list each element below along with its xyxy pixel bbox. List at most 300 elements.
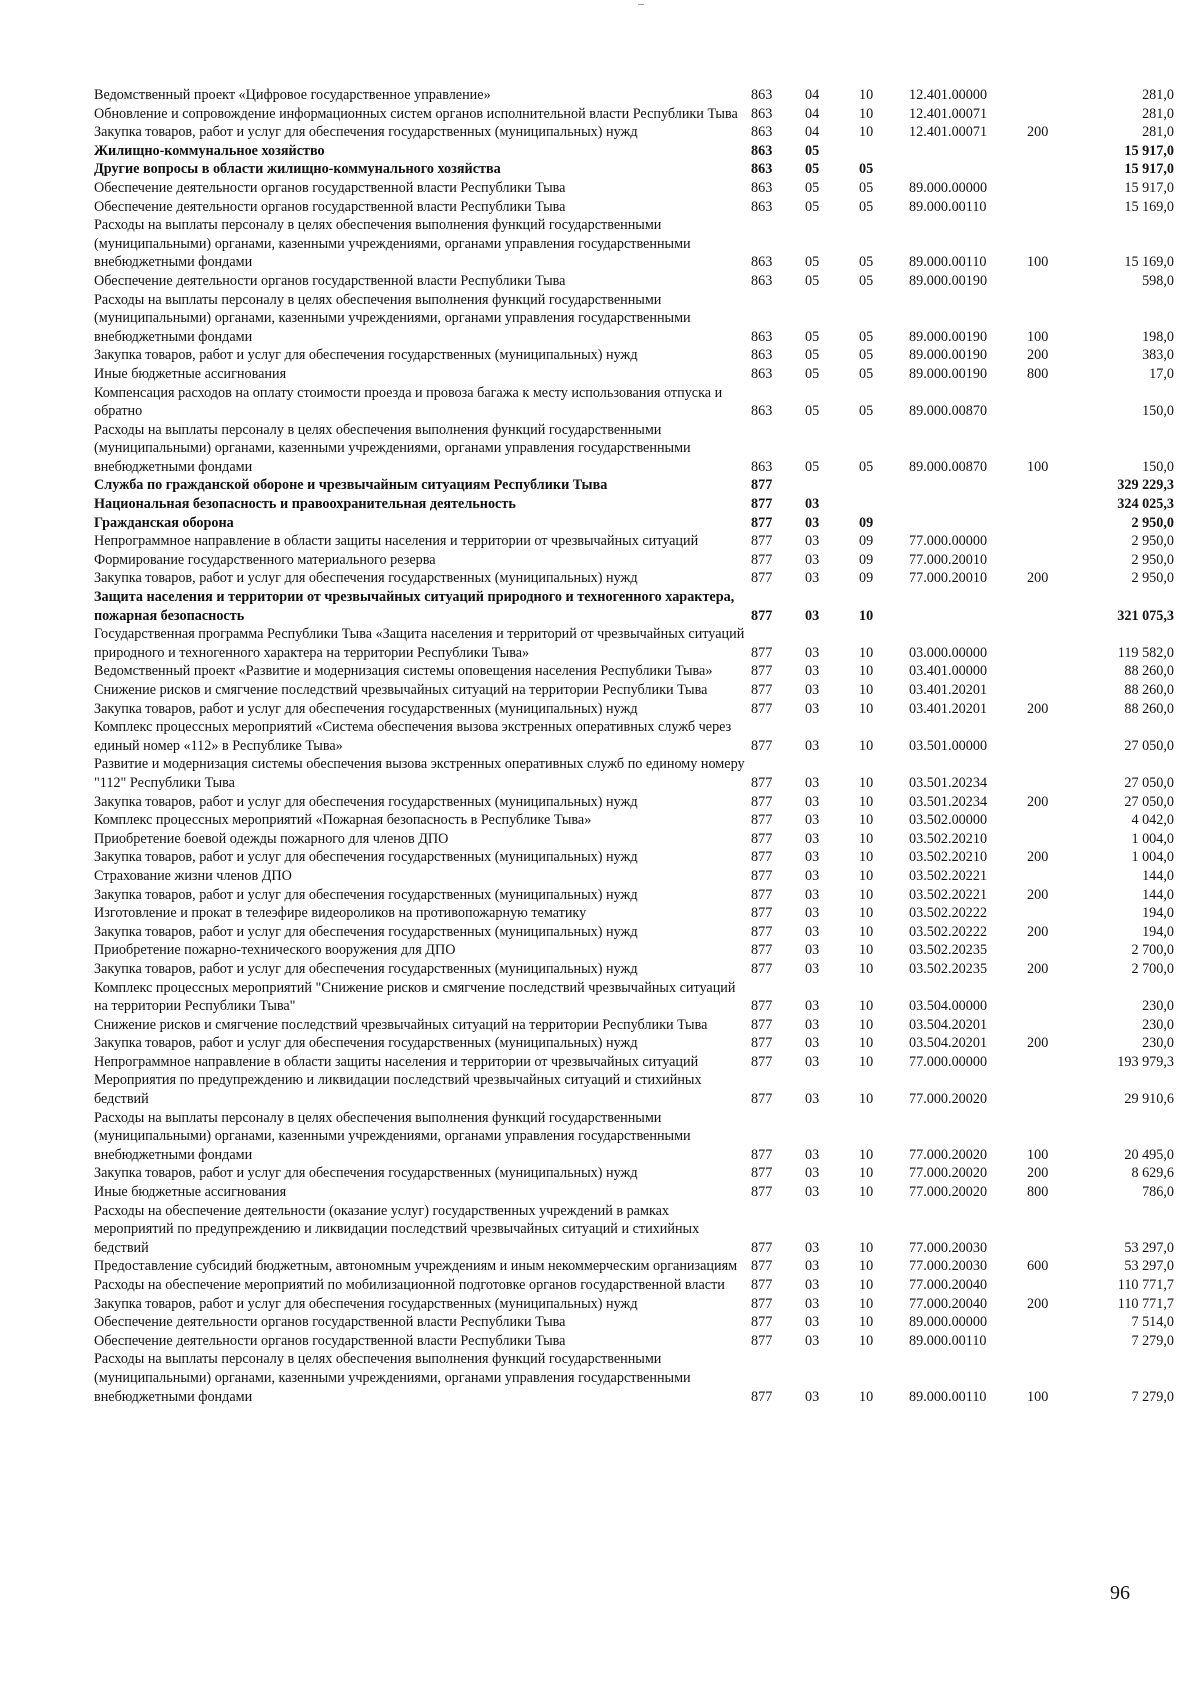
row-amount: 281,0 xyxy=(1142,105,1174,122)
row-target-article: 77.000.20020 xyxy=(909,1165,988,1182)
row-subsection-code: 10 xyxy=(859,923,874,940)
row-target-article: 03.000.00000 xyxy=(909,644,988,661)
row-grbs-code: 877 xyxy=(751,644,773,661)
row-grbs-code: 877 xyxy=(751,1053,773,1070)
row-grbs-code: 877 xyxy=(751,1295,773,1312)
row-name: Ведомственный проект «Развитие и модернизация системы оповещения населения Республики Тыва» xyxy=(94,663,713,680)
row-target-article: 89.000.00110 xyxy=(909,1388,987,1405)
row-target-article: 03.502.00000 xyxy=(909,812,988,829)
row-name: Расходы на выплаты персоналу в целях обеспечения выполнения функций государственными (муниципальными) органами, казенными учреждениями, органами управления государственными внебюджетными фондами xyxy=(94,1109,691,1163)
row-grbs-code: 877 xyxy=(751,1277,773,1293)
row-target-article: 89.000.00000 xyxy=(909,1314,988,1331)
row-subsection-code xyxy=(859,476,909,495)
row-target-article: 03.502.20235 xyxy=(909,960,988,977)
row-amount: 198,0 xyxy=(1142,328,1174,345)
row-name: Национальная безопасность и правоохранительная деятельность xyxy=(94,496,516,513)
row-amount: 598,0 xyxy=(1142,272,1174,289)
row-expense-type: 800 xyxy=(1027,1184,1049,1201)
row-section-code: 03 xyxy=(805,1091,820,1108)
row-expense-type: 200 xyxy=(1027,849,1049,866)
table-row xyxy=(94,793,1174,812)
row-target-article: 89.000.00190 xyxy=(909,272,988,289)
table-row xyxy=(94,272,1174,291)
table-row xyxy=(94,979,1174,1016)
row-expense-type xyxy=(1027,811,1081,830)
row-expense-type: 200 xyxy=(1027,347,1049,364)
row-expense-type xyxy=(1027,551,1081,570)
row-section-code: 03 xyxy=(805,793,820,810)
row-amount: 281,0 xyxy=(1142,87,1174,103)
row-subsection-code: 10 xyxy=(859,124,874,141)
table-row xyxy=(94,142,1174,161)
row-subsection-code: 05 xyxy=(859,403,874,420)
row-target-article: 03.504.00000 xyxy=(909,998,988,1015)
row-section-code: 04 xyxy=(805,124,820,141)
row-expense-type: 200 xyxy=(1027,1035,1049,1052)
row-subsection-code: 10 xyxy=(859,1314,874,1331)
row-expense-type: 800 xyxy=(1027,365,1049,382)
row-expense-type: 200 xyxy=(1027,124,1049,141)
row-name: Обеспечение деятельности органов государственной власти Республики Тыва xyxy=(94,272,566,289)
table-row xyxy=(94,960,1174,979)
scan-mark xyxy=(638,4,644,5)
row-target-article: 03.401.00000 xyxy=(909,663,988,680)
row-target-article: 12.401.00071 xyxy=(909,105,988,122)
row-subsection-code: 10 xyxy=(859,644,874,661)
row-subsection-code xyxy=(859,495,909,514)
row-subsection-code: 10 xyxy=(859,960,874,977)
row-grbs-code: 877 xyxy=(751,1314,773,1331)
row-name: Расходы на обеспечение мероприятий по мобилизационной подготовке органов государственной власти xyxy=(94,1277,725,1293)
row-target-article: 89.000.00000 xyxy=(909,179,988,196)
row-subsection-code: 05 xyxy=(859,328,874,345)
row-grbs-code: 877 xyxy=(751,570,773,587)
row-amount: 230,0 xyxy=(1142,1035,1174,1052)
table-row xyxy=(94,1164,1174,1183)
row-grbs-code: 877 xyxy=(751,942,773,959)
table-row xyxy=(94,923,1174,942)
row-subsection-code xyxy=(859,142,909,161)
budget-table-body xyxy=(94,86,1174,1406)
row-name: Обеспечение деятельности органов государственной власти Республики Тыва xyxy=(94,198,566,215)
row-grbs-code: 877 xyxy=(751,496,773,513)
row-amount: 53 297,0 xyxy=(1124,1258,1174,1275)
row-name: Комплекс процессных мероприятий «Пожарная безопасность в Республике Тыва» xyxy=(94,812,592,829)
row-expense-type xyxy=(1027,160,1081,179)
row-target-article: 77.000.20030 xyxy=(909,1239,988,1256)
row-subsection-code: 10 xyxy=(859,774,874,791)
row-section-code: 03 xyxy=(805,1258,820,1275)
row-target-article: 89.000.00870 xyxy=(909,403,988,420)
row-amount: 2 950,0 xyxy=(1131,533,1174,550)
row-expense-type xyxy=(1027,1276,1081,1295)
row-target-article: 03.504.20201 xyxy=(909,1035,988,1052)
row-target-article: 77.000.20020 xyxy=(909,1146,988,1163)
row-grbs-code: 877 xyxy=(751,1239,773,1256)
row-section-code: 03 xyxy=(805,1388,820,1405)
row-grbs-code: 877 xyxy=(751,682,773,698)
row-subsection-code: 09 xyxy=(859,533,874,550)
row-target-article: 03.502.20210 xyxy=(909,830,988,847)
row-section-code: 05 xyxy=(805,142,820,159)
row-target-article xyxy=(909,495,1027,514)
table-row xyxy=(94,830,1174,849)
table-row xyxy=(94,1034,1174,1053)
row-amount: 15 169,0 xyxy=(1124,198,1174,215)
row-grbs-code: 877 xyxy=(751,700,773,717)
row-amount: 321 075,3 xyxy=(1117,607,1174,624)
row-subsection-code: 10 xyxy=(859,849,874,866)
row-target-article: 03.502.20221 xyxy=(909,867,988,884)
row-name: Обеспечение деятельности органов государственной власти Республики Тыва xyxy=(94,179,566,196)
row-amount: 1 004,0 xyxy=(1131,830,1174,847)
row-expense-type: 200 xyxy=(1027,1165,1049,1182)
row-expense-type xyxy=(1027,105,1081,124)
row-amount: 15 169,0 xyxy=(1124,254,1174,271)
row-subsection-code: 10 xyxy=(859,1016,874,1033)
row-subsection-code: 10 xyxy=(859,105,874,122)
row-expense-type xyxy=(1027,1332,1081,1351)
row-grbs-code: 877 xyxy=(751,1146,773,1163)
row-subsection-code: 09 xyxy=(859,514,874,531)
row-grbs-code: 877 xyxy=(751,867,773,884)
row-grbs-code: 863 xyxy=(751,142,773,159)
row-subsection-code: 10 xyxy=(859,663,874,680)
row-amount: 786,0 xyxy=(1142,1184,1174,1201)
row-expense-type xyxy=(1027,979,1081,1016)
row-amount: 194,0 xyxy=(1142,923,1174,940)
row-subsection-code: 05 xyxy=(859,254,874,271)
row-expense-type: 200 xyxy=(1027,923,1049,940)
row-expense-type xyxy=(1027,1313,1081,1332)
row-expense-type xyxy=(1027,532,1081,551)
row-name: Закупка товаров, работ и услуг для обеспечения государственных (муниципальных) нужд xyxy=(94,347,638,364)
row-section-code: 05 xyxy=(805,403,820,420)
row-target-article: 12.401.00071 xyxy=(909,124,988,141)
row-name: Защита населения и территории от чрезвычайных ситуаций природного и техногенного характера, пожарная безопасность xyxy=(94,589,735,624)
row-expense-type xyxy=(1027,681,1081,700)
row-amount: 383,0 xyxy=(1142,347,1174,364)
row-section-code: 03 xyxy=(805,1035,820,1052)
row-expense-type: 200 xyxy=(1027,793,1049,810)
row-grbs-code: 863 xyxy=(751,458,773,475)
row-grbs-code: 877 xyxy=(751,774,773,791)
row-target-article: 03.502.20235 xyxy=(909,942,988,959)
row-subsection-code: 10 xyxy=(859,1165,874,1182)
table-row xyxy=(94,346,1174,365)
row-subsection-code: 10 xyxy=(859,1091,874,1108)
row-amount: 15 917,0 xyxy=(1124,179,1174,196)
row-target-article: 77.000.20030 xyxy=(909,1258,988,1275)
row-grbs-code: 877 xyxy=(751,1091,773,1108)
row-section-code: 03 xyxy=(805,644,820,661)
row-subsection-code: 05 xyxy=(859,179,874,196)
table-row xyxy=(94,886,1174,905)
row-section-code: 05 xyxy=(805,254,820,271)
table-row xyxy=(94,662,1174,681)
row-section-code: 03 xyxy=(805,886,820,903)
row-amount: 88 260,0 xyxy=(1124,663,1174,680)
table-row xyxy=(94,365,1174,384)
row-subsection-code: 10 xyxy=(859,607,874,624)
row-section-code: 05 xyxy=(805,179,820,196)
row-target-article xyxy=(909,160,1027,179)
row-subsection-code: 10 xyxy=(859,1053,874,1070)
row-subsection-code: 10 xyxy=(859,1035,874,1052)
row-expense-type: 100 xyxy=(1027,328,1049,345)
row-grbs-code: 877 xyxy=(751,1258,773,1275)
row-grbs-code: 877 xyxy=(751,1016,773,1033)
row-expense-type: 200 xyxy=(1027,886,1049,903)
row-expense-type xyxy=(1027,384,1081,421)
row-expense-type: 100 xyxy=(1027,254,1049,271)
row-amount: 7 279,0 xyxy=(1131,1388,1174,1405)
row-subsection-code: 10 xyxy=(859,830,874,847)
table-row xyxy=(94,1071,1174,1108)
row-name: Закупка товаров, работ и услуг для обеспечения государственных (муниципальных) нужд xyxy=(94,1165,638,1182)
row-name: Государственная программа Республики Тыва «Защита населения и территорий от чрезвычайных ситуаций природного и техногенного характера на территории Республики Тыва» xyxy=(94,626,745,661)
row-name: Закупка товаров, работ и услуг для обеспечения государственных (муниципальных) нужд xyxy=(94,886,638,903)
row-target-article: 77.000.20020 xyxy=(909,1184,988,1201)
row-amount: 150,0 xyxy=(1142,403,1174,420)
row-name: Закупка товаров, работ и услуг для обеспечения государственных (муниципальных) нужд xyxy=(94,570,638,587)
row-section-code: 04 xyxy=(805,87,820,103)
row-target-article: 89.000.00190 xyxy=(909,365,988,382)
row-target-article: 03.501.00000 xyxy=(909,737,988,754)
row-amount: 20 495,0 xyxy=(1124,1146,1174,1163)
row-name: Приобретение пожарно-технического вооружения для ДПО xyxy=(94,942,456,959)
table-row xyxy=(94,1332,1174,1351)
table-row xyxy=(94,476,1174,495)
row-amount: 1 004,0 xyxy=(1131,849,1174,866)
row-amount: 17,0 xyxy=(1149,365,1174,382)
row-grbs-code: 877 xyxy=(751,1165,773,1182)
row-target-article: 77.000.20020 xyxy=(909,1091,988,1108)
row-grbs-code: 863 xyxy=(751,124,773,141)
row-target-article: 89.000.00110 xyxy=(909,254,987,271)
table-row xyxy=(94,811,1174,830)
table-row xyxy=(94,718,1174,755)
row-expense-type xyxy=(1027,495,1081,514)
row-grbs-code: 877 xyxy=(751,1332,773,1349)
row-section-code: 03 xyxy=(805,496,820,513)
table-row xyxy=(94,495,1174,514)
row-name: Расходы на выплаты персоналу в целях обеспечения выполнения функций государственными (муниципальными) органами, казенными учреждениями, органами управления государственными внебюджетными фондами xyxy=(94,421,691,475)
table-row xyxy=(94,291,1174,347)
row-target-article: 77.000.20010 xyxy=(909,551,988,568)
row-target-article: 03.502.20210 xyxy=(909,849,988,866)
row-grbs-code: 877 xyxy=(751,477,773,494)
row-name: Закупка товаров, работ и услуг для обеспечения государственных (муниципальных) нужд xyxy=(94,793,638,810)
row-subsection-code: 10 xyxy=(859,886,874,903)
row-subsection-code: 10 xyxy=(859,700,874,717)
row-section-code: 03 xyxy=(805,514,820,531)
row-expense-type xyxy=(1027,755,1081,792)
row-expense-type xyxy=(1027,476,1081,495)
budget-table-container xyxy=(94,86,1174,1406)
row-grbs-code: 863 xyxy=(751,179,773,196)
table-row xyxy=(94,569,1174,588)
row-target-article: 03.401.20201 xyxy=(909,682,988,698)
row-subsection-code: 10 xyxy=(859,942,874,959)
row-grbs-code: 877 xyxy=(751,1035,773,1052)
row-target-article: 89.000.00870 xyxy=(909,458,988,475)
row-target-article xyxy=(909,514,1027,533)
row-grbs-code: 863 xyxy=(751,365,773,382)
row-amount: 324 025,3 xyxy=(1117,496,1174,513)
row-amount: 110 771,7 xyxy=(1117,1277,1174,1293)
table-row xyxy=(94,681,1174,700)
row-subsection-code: 10 xyxy=(859,1184,874,1201)
row-subsection-code: 10 xyxy=(859,905,874,922)
row-section-code: 03 xyxy=(805,942,820,959)
row-expense-type xyxy=(1027,830,1081,849)
row-amount: 88 260,0 xyxy=(1124,682,1174,698)
row-section-code: 03 xyxy=(805,607,820,624)
row-expense-type xyxy=(1027,625,1081,662)
table-row xyxy=(94,198,1174,217)
row-section-code: 03 xyxy=(805,774,820,791)
row-subsection-code: 05 xyxy=(859,198,874,215)
row-expense-type xyxy=(1027,1053,1081,1072)
row-subsection-code: 10 xyxy=(859,1258,874,1275)
row-amount: 281,0 xyxy=(1142,124,1174,141)
row-grbs-code: 877 xyxy=(751,663,773,680)
row-section-code: 05 xyxy=(805,347,820,364)
table-row xyxy=(94,1276,1174,1295)
row-amount: 230,0 xyxy=(1142,998,1174,1015)
row-subsection-code: 10 xyxy=(859,87,874,103)
row-amount: 193 979,3 xyxy=(1117,1053,1174,1070)
row-section-code: 04 xyxy=(805,105,820,122)
row-target-article: 77.000.20040 xyxy=(909,1277,988,1293)
row-section-code: 03 xyxy=(805,1053,820,1070)
row-target-article: 89.000.00110 xyxy=(909,1332,987,1349)
row-section-code: 05 xyxy=(805,272,820,289)
row-section-code: 03 xyxy=(805,1277,820,1293)
table-row xyxy=(94,1183,1174,1202)
table-row xyxy=(94,941,1174,960)
row-expense-type: 100 xyxy=(1027,1388,1049,1405)
row-name: Закупка товаров, работ и услуг для обеспечения государственных (муниципальных) нужд xyxy=(94,124,638,141)
row-target-article: 03.501.20234 xyxy=(909,774,988,791)
row-amount: 7 514,0 xyxy=(1131,1314,1174,1331)
table-row xyxy=(94,1016,1174,1035)
row-amount: 110 771,7 xyxy=(1117,1295,1174,1312)
row-amount: 88 260,0 xyxy=(1124,700,1174,717)
row-target-article: 12.401.00000 xyxy=(909,87,988,103)
row-subsection-code: 05 xyxy=(859,272,874,289)
row-expense-type xyxy=(1027,588,1081,625)
row-amount: 150,0 xyxy=(1142,458,1174,475)
row-name: Ведомственный проект «Цифровое государственное управление» xyxy=(94,87,491,103)
row-subsection-code: 05 xyxy=(859,347,874,364)
row-name: Обновление и сопровождение информационных систем органов исполнительной власти Республики Тыва xyxy=(94,105,738,122)
table-row xyxy=(94,514,1174,533)
row-name: Иные бюджетные ассигнования xyxy=(94,365,287,382)
row-target-article: 03.501.20234 xyxy=(909,793,988,810)
row-target-article xyxy=(909,142,1027,161)
row-amount: 2 950,0 xyxy=(1131,551,1174,568)
row-grbs-code: 863 xyxy=(751,105,773,122)
row-grbs-code: 877 xyxy=(751,830,773,847)
table-row xyxy=(94,551,1174,570)
table-row xyxy=(94,1257,1174,1276)
row-grbs-code: 877 xyxy=(751,998,773,1015)
row-expense-type xyxy=(1027,1071,1081,1108)
row-name: Закупка товаров, работ и услуг для обеспечения государственных (муниципальных) нужд xyxy=(94,849,638,866)
row-name: Закупка товаров, работ и услуг для обеспечения государственных (муниципальных) нужд xyxy=(94,700,638,717)
row-subsection-code: 10 xyxy=(859,1295,874,1312)
row-expense-type xyxy=(1027,1202,1081,1258)
row-expense-type: 600 xyxy=(1027,1258,1049,1275)
row-name: Компенсация расходов на оплату стоимости проезда и провоза багажа к месту использования отпуска и обратно xyxy=(94,384,723,420)
row-grbs-code: 863 xyxy=(751,161,773,178)
row-section-code: 05 xyxy=(805,161,820,178)
table-row xyxy=(94,532,1174,551)
row-section-code: 05 xyxy=(805,458,820,475)
table-row xyxy=(94,216,1174,272)
row-section-code: 03 xyxy=(805,533,820,550)
row-expense-type xyxy=(1027,1016,1081,1035)
row-section-code: 03 xyxy=(805,1146,820,1163)
row-amount: 230,0 xyxy=(1142,1016,1174,1033)
row-subsection-code: 10 xyxy=(859,812,874,829)
table-row xyxy=(94,700,1174,719)
row-grbs-code: 877 xyxy=(751,1388,773,1405)
row-section-code: 03 xyxy=(805,700,820,717)
row-expense-type xyxy=(1027,142,1081,161)
row-name: Мероприятия по предупреждению и ликвидации последствий чрезвычайных ситуаций и стихийных бедствий xyxy=(94,1072,702,1108)
table-row xyxy=(94,384,1174,421)
row-name: Развитие и модернизация системы обеспечения вызова экстренных оперативных служб по единому номеру "112" Республики Тыва xyxy=(94,756,745,791)
table-row xyxy=(94,1295,1174,1314)
row-grbs-code: 877 xyxy=(751,1184,773,1201)
row-expense-type xyxy=(1027,272,1081,291)
row-section-code: 03 xyxy=(805,998,820,1015)
row-subsection-code: 10 xyxy=(859,682,874,698)
row-subsection-code: 10 xyxy=(859,867,874,884)
row-grbs-code: 863 xyxy=(751,272,773,289)
row-section-code: 03 xyxy=(805,867,820,884)
row-expense-type: 200 xyxy=(1027,570,1049,587)
row-section-code: 03 xyxy=(805,551,820,568)
row-grbs-code: 877 xyxy=(751,737,773,754)
row-section-code xyxy=(805,476,859,495)
table-row xyxy=(94,160,1174,179)
row-amount: 8 629,6 xyxy=(1131,1165,1174,1182)
table-row xyxy=(94,588,1174,625)
row-section-code: 05 xyxy=(805,328,820,345)
row-expense-type: 200 xyxy=(1027,700,1049,717)
row-grbs-code: 877 xyxy=(751,812,773,829)
row-name: Закупка товаров, работ и услуг для обеспечения государственных (муниципальных) нужд xyxy=(94,1035,638,1052)
row-amount: 329 229,3 xyxy=(1117,477,1174,494)
row-section-code: 03 xyxy=(805,1239,820,1256)
row-grbs-code: 877 xyxy=(751,849,773,866)
row-expense-type xyxy=(1027,198,1081,217)
row-expense-type xyxy=(1027,867,1081,886)
row-expense-type xyxy=(1027,86,1081,105)
row-amount: 15 917,0 xyxy=(1124,142,1174,159)
row-name: Изготовление и прокат в телеэфире видеороликов на противопожарную тематику xyxy=(94,905,587,922)
table-row xyxy=(94,848,1174,867)
row-subsection-code: 10 xyxy=(859,793,874,810)
row-grbs-code: 863 xyxy=(751,87,773,103)
row-amount: 53 297,0 xyxy=(1124,1239,1174,1256)
row-expense-type xyxy=(1027,514,1081,533)
row-section-code: 03 xyxy=(805,663,820,680)
